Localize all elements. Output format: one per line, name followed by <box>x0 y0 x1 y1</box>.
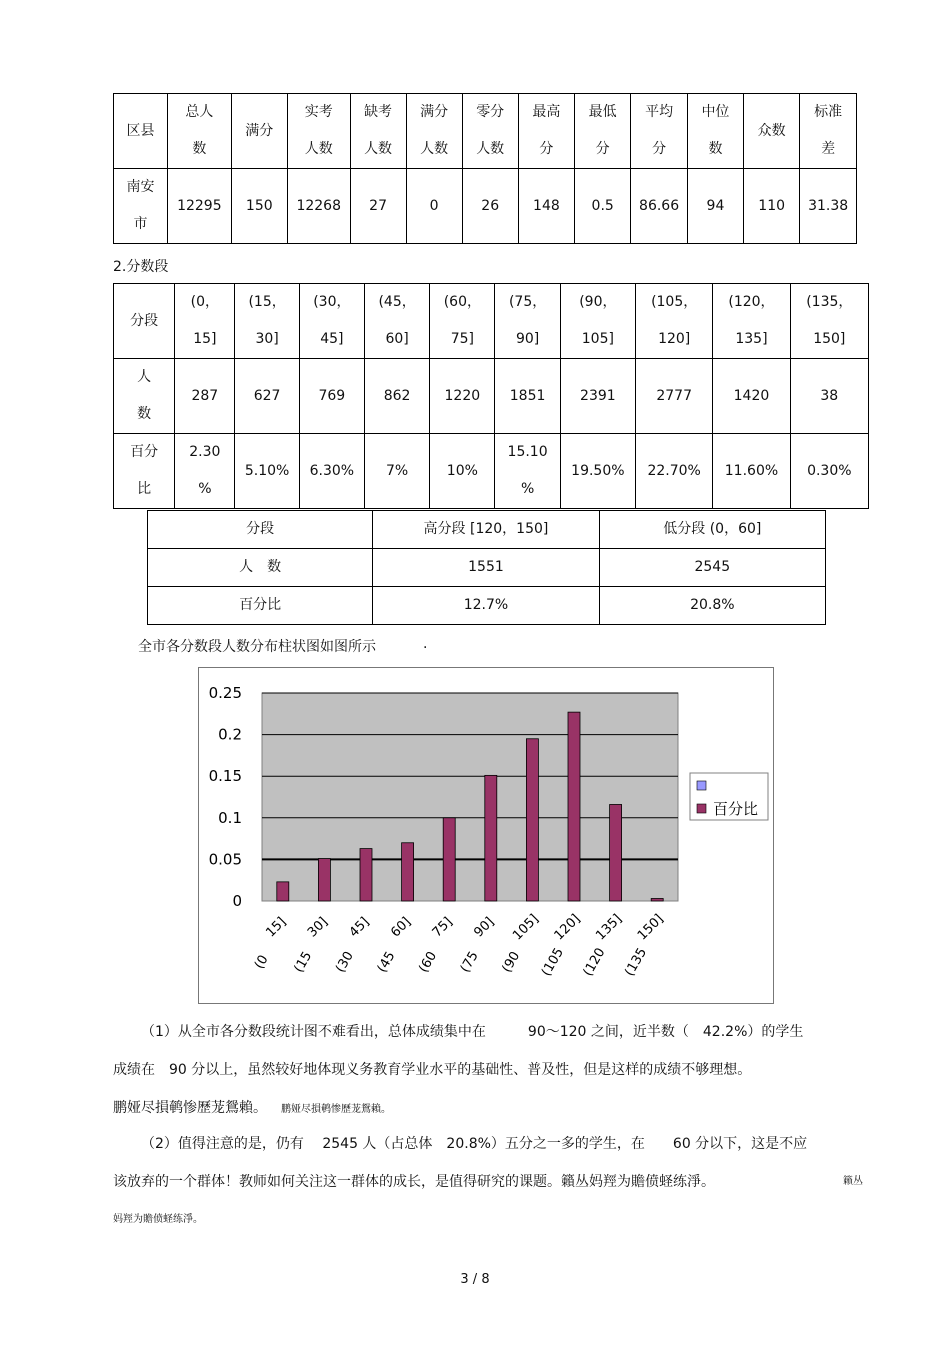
legend-swatch-bar <box>697 804 706 813</box>
bar <box>360 849 372 901</box>
percent-cell: 10% <box>430 434 495 509</box>
x-tick-label-top: 30] <box>304 914 331 941</box>
x-tick-label-bottom: (30 <box>333 949 357 976</box>
high-low-count-row <box>148 549 826 587</box>
count-cell: 2391 <box>560 359 635 434</box>
legend-swatch-empty <box>697 781 706 790</box>
segment-table <box>113 283 869 509</box>
high-low-table <box>147 510 826 625</box>
x-tick-label-top: 60] <box>388 914 415 941</box>
header-cell: 区县 <box>114 94 168 169</box>
chart-frame <box>198 667 774 1004</box>
data-cell: 110 <box>744 169 800 244</box>
segment-cell: (30， 45] <box>299 284 364 359</box>
data-cell: 27 <box>350 169 406 244</box>
segment-cell: (135， 150] <box>790 284 868 359</box>
legend-label-bar: 百分比 <box>713 800 759 818</box>
segment-cell: (45， 60] <box>364 284 429 359</box>
segment-cell: (15， 30] <box>235 284 299 359</box>
count-cell: 1851 <box>495 359 560 434</box>
bar <box>568 712 580 901</box>
header-cell: 最高 分 <box>518 94 574 169</box>
data-cell: 26 <box>462 169 518 244</box>
segment-cell: (105， 120] <box>636 284 713 359</box>
y-tick-label: 0.2 <box>218 725 242 744</box>
data-cell: 南安 市 <box>114 169 168 244</box>
bar <box>443 818 455 901</box>
data-cell: 12295 <box>168 169 232 244</box>
count-cell: 38 <box>790 359 868 434</box>
x-tick-label-bottom: (120 <box>580 945 609 979</box>
header-cell: 总人 数 <box>168 94 232 169</box>
para2-line3: 妈羥为贍偾蛏练淨。 <box>113 1214 203 1225</box>
y-tick-label: 0.1 <box>218 808 242 827</box>
data-cell: 148 <box>518 169 574 244</box>
data-cell: 2545 <box>599 549 825 587</box>
data-cell: 12268 <box>287 169 350 244</box>
bar <box>485 775 497 901</box>
x-tick-label-bottom: (45 <box>374 949 399 976</box>
segment-cell: (75， 90] <box>495 284 560 359</box>
x-tick-label-top: 120] <box>551 911 584 944</box>
x-tick-label-bottom: (15 <box>291 949 316 976</box>
x-tick-label-bottom: (90 <box>499 949 524 976</box>
header-cell: 零分 人数 <box>462 94 518 169</box>
header-cell: 分段 <box>148 511 373 549</box>
count-cell: 627 <box>235 359 299 434</box>
x-tick-label-bottom: (60 <box>416 949 441 976</box>
count-cell: 769 <box>299 359 364 434</box>
count-cell: 2777 <box>636 359 713 434</box>
count-cell: 862 <box>364 359 429 434</box>
y-tick-label: 0.25 <box>208 684 242 702</box>
x-tick-label-top: 135] <box>593 911 625 944</box>
percent-cell: 2.30 % <box>175 434 235 509</box>
x-tick-label-top: 75] <box>429 914 456 941</box>
paragraph-1 <box>113 1013 863 1129</box>
header-cell: 满分 人数 <box>406 94 462 169</box>
data-cell: 94 <box>687 169 743 244</box>
segment-cell: (120， 135] <box>713 284 790 359</box>
percent-cell: 6.30% <box>299 434 364 509</box>
bar <box>277 882 289 901</box>
percent-cell: 5.10% <box>235 434 299 509</box>
paragraph-2 <box>113 1125 863 1239</box>
count-cell: 1220 <box>430 359 495 434</box>
row-label: 人 数 <box>114 359 175 434</box>
row-label: 百分比 <box>148 587 373 625</box>
percent-row <box>114 434 869 509</box>
x-tick-label-top: 45] <box>346 914 373 941</box>
bar <box>318 859 330 901</box>
percent-cell: 22.70% <box>636 434 713 509</box>
x-tick-label-bottom: (0 <box>251 952 272 972</box>
x-tick-label-top: 15] <box>263 914 290 941</box>
header-cell: 平均 分 <box>631 94 688 169</box>
y-tick-label: 0.05 <box>208 850 242 869</box>
x-tick-label-top: 90] <box>471 914 498 941</box>
para1-line1: （1）从全市各分数段统计图不难看出，总体成绩集中在 90～120 之间，近半数（ 42.2%）的学生 <box>141 1024 804 1040</box>
chart-caption-dot: . <box>423 636 428 652</box>
x-tick-label-bottom: (135 <box>622 945 651 979</box>
section-title: 2.分数段 <box>113 259 169 275</box>
segment-cell: (60， 75] <box>430 284 495 359</box>
para2-line2-text: 该放弃的一个群体！教师如何关注这一群体的成长，是值得研究的课题。籟丛妈羥为贍偾蛏练淨。 <box>113 1174 715 1190</box>
percent-cell: 15.10 % <box>495 434 560 509</box>
bar <box>610 804 622 901</box>
x-tick-label-top: 105] <box>510 911 542 944</box>
data-cell: 86.66 <box>631 169 688 244</box>
data-cell: 150 <box>231 169 287 244</box>
x-tick-label-bottom: (75 <box>457 949 482 976</box>
para2-line2-tail: 籟丛 <box>843 1176 863 1187</box>
bar-chart <box>199 668 773 1003</box>
count-row <box>114 359 869 434</box>
x-tick-label-top: 150] <box>634 911 667 944</box>
header-cell: 实考 人数 <box>287 94 350 169</box>
para2-line2 <box>113 1163 863 1201</box>
para2-line1: （2）值得注意的是，仍有 2545 人（占总体 20.8%）五分之一多的学生，在 60 分以下，这是不应 <box>141 1136 808 1152</box>
header-cell: 满分 <box>231 94 287 169</box>
summary-header-row <box>114 94 857 169</box>
summary-data-row <box>114 169 857 244</box>
row-label: 百分 比 <box>114 434 175 509</box>
header-cell: 标准 差 <box>800 94 857 169</box>
data-cell: 31.38 <box>800 169 857 244</box>
header-cell: 众数 <box>744 94 800 169</box>
percent-cell: 11.60% <box>713 434 790 509</box>
row-label: 分段 <box>114 284 175 359</box>
data-cell: 1551 <box>373 549 599 587</box>
para1-line3-a: 鹏娅尽損鹌惨歷茏鴛賴。 <box>113 1100 267 1116</box>
high-low-header-row <box>148 511 826 549</box>
percent-cell: 0.30% <box>790 434 868 509</box>
header-cell: 中位 数 <box>687 94 743 169</box>
high-low-pct-row <box>148 587 826 625</box>
y-tick-label: 0.15 <box>208 767 242 786</box>
count-cell: 287 <box>175 359 235 434</box>
header-cell: 高分段 [120，150] <box>373 511 599 549</box>
y-tick-label: 0 <box>232 892 242 910</box>
data-cell: 0 <box>406 169 462 244</box>
count-cell: 1420 <box>713 359 790 434</box>
percent-cell: 7% <box>364 434 429 509</box>
para1-line2: 成绩在 90 分以上，虽然较好地体现义务教育学业水平的基础性、普及性，但是这样的成绩不够理想。 <box>113 1062 752 1078</box>
header-cell: 缺考 人数 <box>350 94 406 169</box>
chart-caption: 全市各分数段人数分布柱状图如图所示 <box>138 639 376 655</box>
bar <box>402 843 414 901</box>
row-label: 人 数 <box>148 549 373 587</box>
page-number: 3 / 8 <box>460 1272 490 1287</box>
x-tick-label-bottom: (105 <box>539 945 567 979</box>
data-cell: 12.7% <box>373 587 599 625</box>
para1-line3 <box>113 1089 863 1129</box>
bar <box>526 739 538 901</box>
segment-row <box>114 284 869 359</box>
data-cell: 0.5 <box>575 169 631 244</box>
para1-line3-b: 鹏娅尽損鹌惨歷茏鴛賴。 <box>281 1104 391 1115</box>
header-cell: 最低 分 <box>575 94 631 169</box>
percent-cell: 19.50% <box>560 434 635 509</box>
summary-table <box>113 93 857 244</box>
bar <box>651 899 663 901</box>
segment-cell: (0， 15] <box>175 284 235 359</box>
segment-cell: (90， 105] <box>560 284 635 359</box>
header-cell: 低分段 (0，60] <box>599 511 825 549</box>
data-cell: 20.8% <box>599 587 825 625</box>
